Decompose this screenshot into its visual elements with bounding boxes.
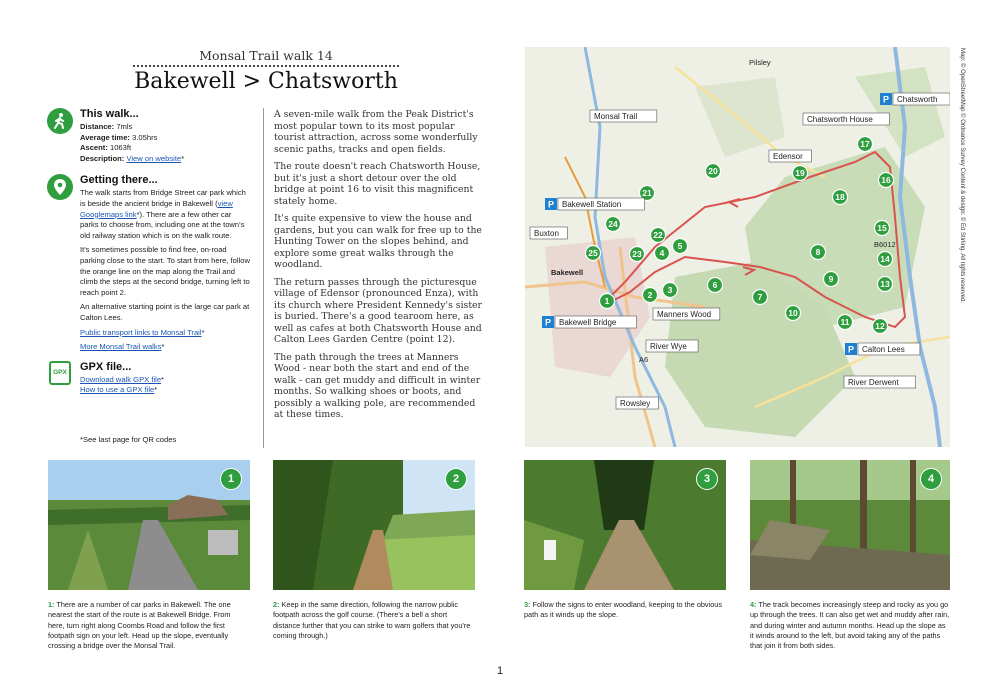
waypoint-4 xyxy=(655,246,670,261)
svg-text:Rowsley: Rowsley xyxy=(620,399,651,408)
waypoint-13 xyxy=(878,277,893,292)
more-walks-link[interactable]: More Monsal Trail walks xyxy=(80,342,162,352)
map-label-buxton xyxy=(530,227,567,239)
view-on-website-link[interactable]: View on website xyxy=(126,153,182,163)
title-dotted-rule xyxy=(133,65,399,67)
walker-icon xyxy=(47,108,73,134)
map-label-chatsworth xyxy=(880,93,950,105)
svg-text:15: 15 xyxy=(877,223,887,233)
map-label-edensor xyxy=(769,150,811,162)
waypoint-18 xyxy=(833,190,848,205)
waypoint-8 xyxy=(811,245,826,260)
map-label-river-wye xyxy=(646,340,698,352)
photo-2 xyxy=(273,460,475,590)
svg-text:24: 24 xyxy=(608,219,618,229)
body-paragraph-2: The route doesn't reach Chatsworth House, but it's just a short detour over the old bridge at point 16 to visit this magnificent stately home. xyxy=(274,161,481,207)
svg-text:23: 23 xyxy=(632,249,642,259)
svg-text:Monsal Trail: Monsal Trail xyxy=(594,112,638,121)
svg-text:10: 10 xyxy=(788,308,798,318)
download-gpx-link[interactable]: Download walk GPX file xyxy=(80,374,162,384)
map-text-a6: A6 xyxy=(639,355,649,364)
waypoint-17 xyxy=(858,137,873,152)
gpx-file-icon: GPX xyxy=(49,361,71,385)
body-paragraph-1: A seven-mile walk from the Peak District's most popular town to its most popular tourist attraction, across some wonderfully scenic paths, tracks and open fields. xyxy=(274,109,478,155)
getting-there-p3: An alternative starting point is the large car park at Calton Lees. xyxy=(80,302,250,322)
walk-series-label: Monsal Trail walk 14 xyxy=(199,48,333,63)
public-transport-line: Public transport links to Monsal Trail* xyxy=(80,327,205,337)
waypoint-11 xyxy=(838,315,853,330)
svg-text:14: 14 xyxy=(880,254,890,264)
map-label-rowsley xyxy=(616,397,658,409)
svg-text:Calton Lees: Calton Lees xyxy=(862,345,905,354)
distance-label: Distance: xyxy=(80,122,115,131)
svg-text:Manners Wood: Manners Wood xyxy=(657,310,712,319)
photo-4-caption: 4: The track becomes increasingly steep and rocky as you go up through the trees. It can also get wet and muddy after rain, and during winter and autumn months. Head up the slope as it winds around to the left, but avoid taking any of the paths that join it from both sides. xyxy=(750,600,950,651)
page-title: Bakewell > Chatsworth xyxy=(134,69,398,94)
waypoint-2 xyxy=(643,288,658,303)
svg-text:P: P xyxy=(847,344,855,355)
svg-text:P: P xyxy=(547,199,555,210)
svg-text:6: 6 xyxy=(712,280,718,290)
ascent-label: Ascent: xyxy=(80,143,108,153)
svg-text:21: 21 xyxy=(642,188,652,198)
waypoint-1 xyxy=(600,294,615,309)
svg-text:1: 1 xyxy=(604,296,610,306)
svg-text:2: 2 xyxy=(647,290,653,300)
svg-text:17: 17 xyxy=(860,139,870,149)
photo-4-number-badge: 4 xyxy=(920,468,942,490)
svg-text:25: 25 xyxy=(588,248,598,258)
map-text-pilsley: Pilsley xyxy=(749,58,771,67)
photo-1-caption: 1: There are a number of car parks in Bakewell. The one nearest the start of the route is at Bakewell Bridge. From here, turn right along Coombs Road and follow the first footpath sign on your left. Head up the slope, eventually crossing a bridge over the Monsal Trail. xyxy=(48,600,231,651)
getting-there-p2: It's sometimes possible to find free, on-road parking close to the start. To start from here, follow the orange line on the map along the Trail and climb the steps at the second bridge, turning left to reach point 2. xyxy=(80,245,250,297)
this-walk-section xyxy=(47,108,252,164)
map-label-monsal-trail xyxy=(590,110,657,122)
walk-description-text xyxy=(274,109,482,427)
gpx-section: GPX GPX file... Download walk GPX file* How to use a GPX file* xyxy=(47,361,252,396)
waypoint-19 xyxy=(793,166,808,181)
svg-text:22: 22 xyxy=(653,230,663,240)
photo-3-caption: 3: Follow the signs to enter woodland, keeping to the obvious path as it winds up the slope. xyxy=(524,600,722,620)
ascent-value: 1063ft xyxy=(109,143,132,153)
svg-text:4: 4 xyxy=(659,248,665,258)
svg-text:13: 13 xyxy=(880,279,890,289)
waypoint-24 xyxy=(606,217,621,232)
svg-text:19: 19 xyxy=(795,168,805,178)
svg-text:Chatsworth House: Chatsworth House xyxy=(807,115,873,124)
googlemaps-link[interactable]: view Googlemaps link xyxy=(80,198,233,219)
body-paragraph-4: The return passes through the picturesque village of Edensor (pronounced Enza), with its church where President Kennedy's sister is buried. There's a good tearoom here, as well as cafes at both Chatsworth House and Calton Lees Garden Centre (point 12). xyxy=(274,276,482,345)
qr-code-note: *See last page for QR codes xyxy=(80,435,177,444)
more-walks-line: More Monsal Trail walks* xyxy=(80,342,165,352)
route-map xyxy=(525,47,950,447)
svg-text:Bakewell Bridge: Bakewell Bridge xyxy=(559,318,617,327)
waypoint-5 xyxy=(673,239,688,254)
body-paragraph-3: It's quite expensive to view the house and gardens, but you can walk for free up to the Hunting Tower on the slopes behind, and explore some great walks through the woodland. xyxy=(274,213,482,270)
getting-there-p1: The walk starts from Bridge Street car park which is beside the ancient bridge in Bakewell (view Googlemaps link*). There are a few other car parks to choose from, including one at the town's old railway station which is on the walk route. xyxy=(80,188,246,240)
getting-there-section xyxy=(47,174,252,352)
photo-3 xyxy=(524,460,726,590)
svg-text:16: 16 xyxy=(881,175,891,185)
map-label-bakewell-station xyxy=(545,198,644,210)
waypoint-7 xyxy=(753,290,768,305)
this-walk-heading: This walk... xyxy=(80,108,139,120)
getting-there-heading: Getting there... xyxy=(80,174,158,187)
waypoint-12 xyxy=(873,319,888,334)
map-credit: Map: © OpenStreetMap © Ordnance Survey Content & design: © Ed Stirling. All rights reserved. xyxy=(959,48,965,304)
distance-value: 7mls xyxy=(116,122,133,131)
waypoint-20 xyxy=(706,164,721,179)
time-value: 3.05hrs xyxy=(132,132,158,142)
map-label-manners-wood xyxy=(653,308,720,320)
info-column xyxy=(47,108,252,404)
photo-1-number-badge: 1 xyxy=(220,468,242,490)
svg-text:12: 12 xyxy=(875,321,885,331)
waypoint-6 xyxy=(708,278,723,293)
svg-text:8: 8 xyxy=(815,247,821,257)
waypoint-23 xyxy=(630,247,645,262)
svg-text:5: 5 xyxy=(677,241,683,251)
svg-text:7: 7 xyxy=(757,292,763,302)
waypoint-9 xyxy=(824,272,839,287)
svg-text:11: 11 xyxy=(840,317,850,327)
photo-2-caption: 2: Keep in the same direction, following the narrow public footpath across the golf course. (There's a bell a short distance further that you can strike to warn golfers that you're coming through.) xyxy=(273,600,471,640)
column-divider xyxy=(263,108,264,448)
photo-3-number-badge: 3 xyxy=(696,468,718,490)
waypoint-3 xyxy=(663,283,678,298)
map-label-river-derwent xyxy=(844,376,916,388)
svg-text:20: 20 xyxy=(708,166,718,176)
map-label-calton-lees xyxy=(845,343,920,355)
waypoint-25 xyxy=(586,246,601,261)
page-number: 1 xyxy=(496,665,504,677)
map-text-b6012: B6012 xyxy=(874,240,896,249)
map-label-bakewell-bridge xyxy=(542,316,637,328)
svg-text:Buxton: Buxton xyxy=(534,229,559,238)
photo-4 xyxy=(750,460,950,590)
svg-text:18: 18 xyxy=(835,192,845,202)
location-pin-icon xyxy=(47,174,73,200)
waypoint-10 xyxy=(786,306,801,321)
map-text-bakewell: Bakewell xyxy=(551,268,584,277)
svg-text:Edensor: Edensor xyxy=(773,152,803,161)
gpx-heading: GPX file... xyxy=(80,360,132,373)
waypoint-14 xyxy=(878,252,893,267)
description-label: Description: xyxy=(80,153,125,163)
body-paragraph-5: The path through the trees at Manners Wood - near both the start and end of the walk - can get muddy and difficult in winter months. So walking shoes or boots, and possibly a walking pole, are recommended at these times. xyxy=(274,351,481,420)
svg-text:P: P xyxy=(544,317,552,328)
svg-text:Chatsworth: Chatsworth xyxy=(897,95,938,104)
waypoint-15 xyxy=(875,221,890,236)
svg-text:3: 3 xyxy=(667,285,673,295)
photo-2-number-badge: 2 xyxy=(445,468,467,490)
map-label-chatsworth-house xyxy=(803,113,889,125)
svg-text:P: P xyxy=(882,94,890,105)
waypoint-22 xyxy=(651,228,666,243)
time-label: Average time: xyxy=(80,132,130,142)
svg-text:River Derwent: River Derwent xyxy=(848,378,899,387)
waypoint-16 xyxy=(879,173,894,188)
svg-text:River Wye: River Wye xyxy=(650,342,687,351)
svg-text:Bakewell Station: Bakewell Station xyxy=(562,200,622,209)
svg-text:9: 9 xyxy=(828,274,834,284)
photo-1 xyxy=(48,460,250,590)
description-asterisk: * xyxy=(181,153,185,163)
how-to-gpx-link[interactable]: How to use a GPX file xyxy=(80,385,155,395)
public-transport-link[interactable]: Public transport links to Monsal Trail xyxy=(80,327,202,337)
